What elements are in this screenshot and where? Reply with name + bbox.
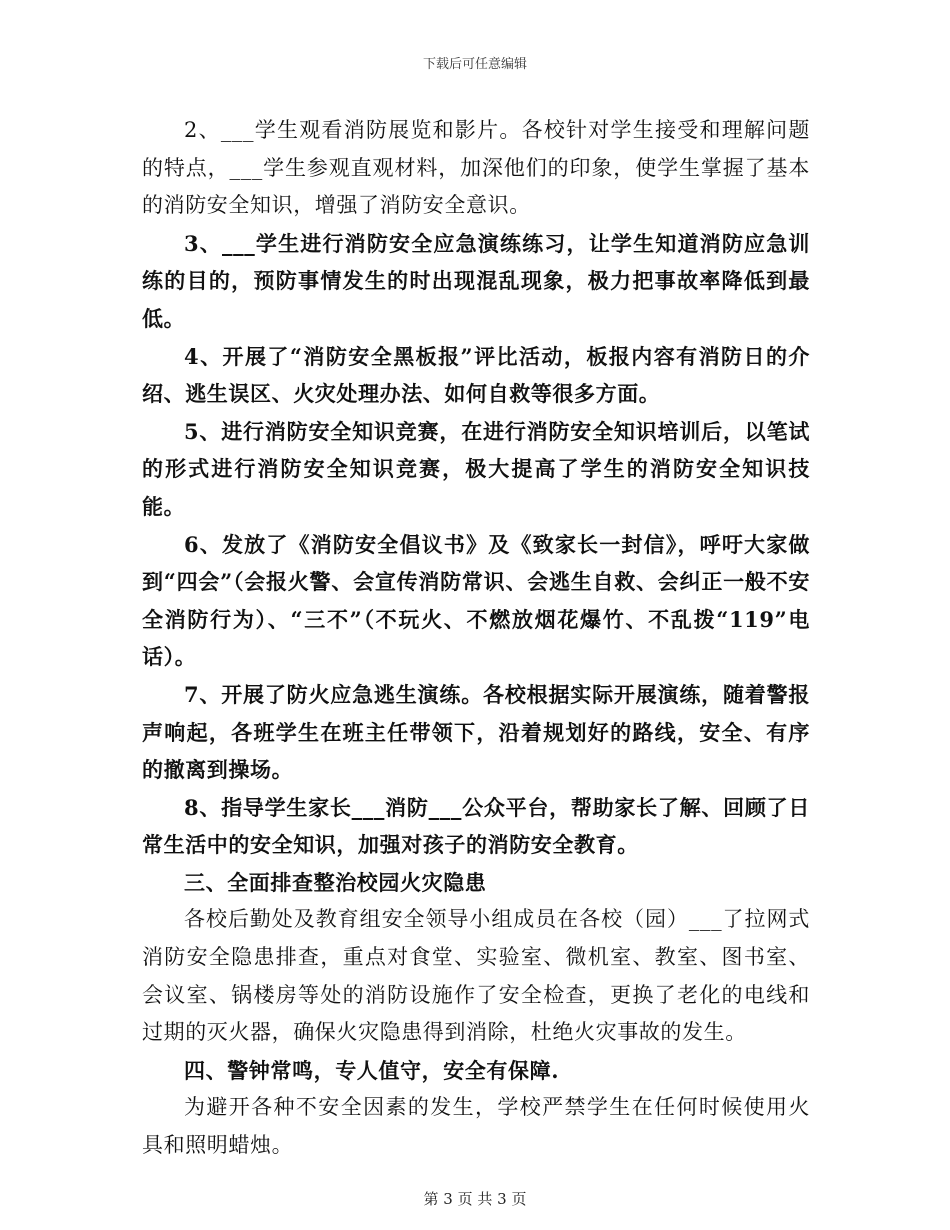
item-8-paragraph: 8、指导学生家长___消防___公众平台，帮助家长了解、回顾了日常生活中的安全知识，加强对孩子的消防安全教育。 bbox=[142, 794, 810, 858]
item-2-paragraph: 2、___学生观看消防展览和影片。各校针对学生接受和理解问题的特点，___学生参观直观材料，加深他们的印象，使学生掌握了基本的消防安全知识，增强了消防安全意识。 bbox=[142, 118, 810, 218]
page-footer: 第 3 页 共 3 页 bbox=[423, 1190, 527, 1208]
item-7-paragraph: 7、开展了防火应急逃生演练。各校根据实际开展演练，随着警报声响起，各班学生在班主任带领下，沿着规划好的路线，安全、有序的撤离到操场。 bbox=[142, 681, 810, 783]
document-body bbox=[142, 112, 810, 1165]
item-3-paragraph: 3、___学生进行消防安全应急演练练习，让学生知道消防应急训练的目的，预防事情发生的时出现混乱现象，极力把事故率降低到最低。 bbox=[142, 230, 810, 331]
section-4-paragraph: 为避开各种不安全因素的发生，学校严禁学生在任何时候使用火具和照明蜡烛。 bbox=[142, 1095, 810, 1158]
item-6-paragraph: 6、发放了《消防安全倡议书》及《致家长一封信》，呼吁大家做到“四会”（会报火警、会宣传消防常识、会逃生自救、会纠正一般不安全消防行为）、“三不”（不玩火、不燃放烟花爆竹、不乱拨“119”电话）。 bbox=[142, 531, 810, 670]
section-4-heading: 四、警钟常鸣，专人值守，安全有保障. bbox=[184, 1057, 560, 1083]
item-4-paragraph: 4、开展了“消防安全黑板报”评比活动，板报内容有消防日的介绍、逃生误区、火灾处理办法、如何自救等很多方面。 bbox=[142, 343, 810, 407]
section-3-paragraph: 各校后勤处及教育组安全领导小组成员在各校（园）___了拉网式消防安全隐患排查，重点对食堂、实验室、微机室、教室、图书室、会议室、锅楼房等处的消防设施作了安全检查，更换了老化的电线和过期的灭火器，确保火灾隐患得到消除，杜绝火灾事故的发生。 bbox=[142, 907, 810, 1045]
page-header: 下载后可任意编辑 bbox=[422, 57, 527, 72]
item-5-paragraph: 5、进行消防安全知识竞赛，在进行消防安全知识培训后，以笔试的形式进行消防安全知识竞赛，极大提高了学生的消防安全知识技能。 bbox=[142, 418, 810, 519]
section-3-heading: 三、全面排查整治校园火灾隐患 bbox=[184, 869, 487, 895]
